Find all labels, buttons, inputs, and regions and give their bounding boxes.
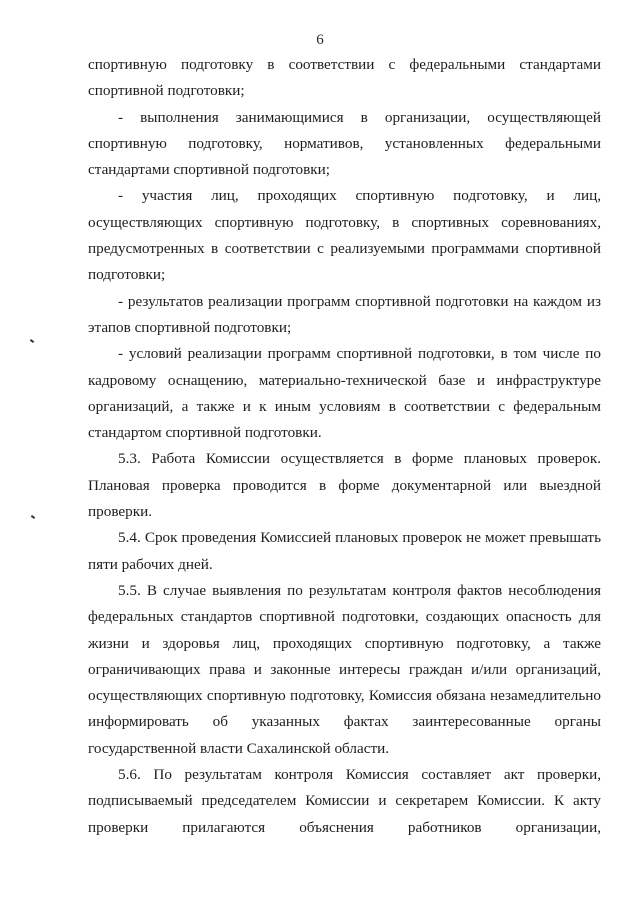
- scan-speck: [30, 339, 34, 343]
- paragraph: 5.4. Срок проведения Комиссией плановых проверок не может превышать пяти рабочих дней.: [88, 529, 601, 573]
- page-number: 6: [316, 32, 324, 48]
- paragraph: 5.3. Работа Комиссии осуществляется в форме плановых проверок. Плановая проверка проводится в форме документарной или выездной проверки.: [88, 450, 601, 521]
- document-body: [88, 52, 601, 841]
- scan-speck: [31, 515, 35, 519]
- paragraph: - участия лиц, проходящих спортивную подготовку, и лиц, осуществляющих спортивную подготовку, в спортивных соревнованиях, предусмотренных в соответствии с реализуемыми программами спортивной подготовки;: [88, 187, 601, 284]
- paragraph: спортивную подготовку в соответствии с федеральными стандартами спортивной подготовки;: [88, 56, 601, 100]
- paragraph: 5.6. По результатам контроля Комиссия составляет акт проверки, подписываемый председателем Комиссии и секретарем Комиссии. К акту проверки прилагаются объяснения работников организации,: [88, 766, 601, 836]
- paragraph: 5.5. В случае выявления по результатам контроля фактов несоблюдения федеральных стандартов спортивной подготовки, создающих опасность для жизни и здоровья лиц, проходящих спортивную подготовку, а также ограничивающих права и законные интересы граждан и/или организаций, осуществляющих спортивную подготовку, Комиссия обязана незамедлительно информировать об указанных фактах заинтересованные органы государственной власти Сахалинской области.: [88, 581, 601, 757]
- paragraph: - выполнения занимающимися в организации, осуществляющей спортивную подготовку, нормативов, установленных федеральными стандартами спортивной подготовки;: [88, 108, 601, 179]
- paragraph: - условий реализации программ спортивной подготовки, в том числе по кадровому оснащению, материально-технической базе и инфраструктуре организаций, а также и к иным условиям в соответствии с федеральным стандартом спортивной подготовки.: [88, 345, 601, 442]
- paragraph: - результатов реализации программ спортивной подготовки на каждом из этапов спортивной подготовки;: [88, 292, 601, 336]
